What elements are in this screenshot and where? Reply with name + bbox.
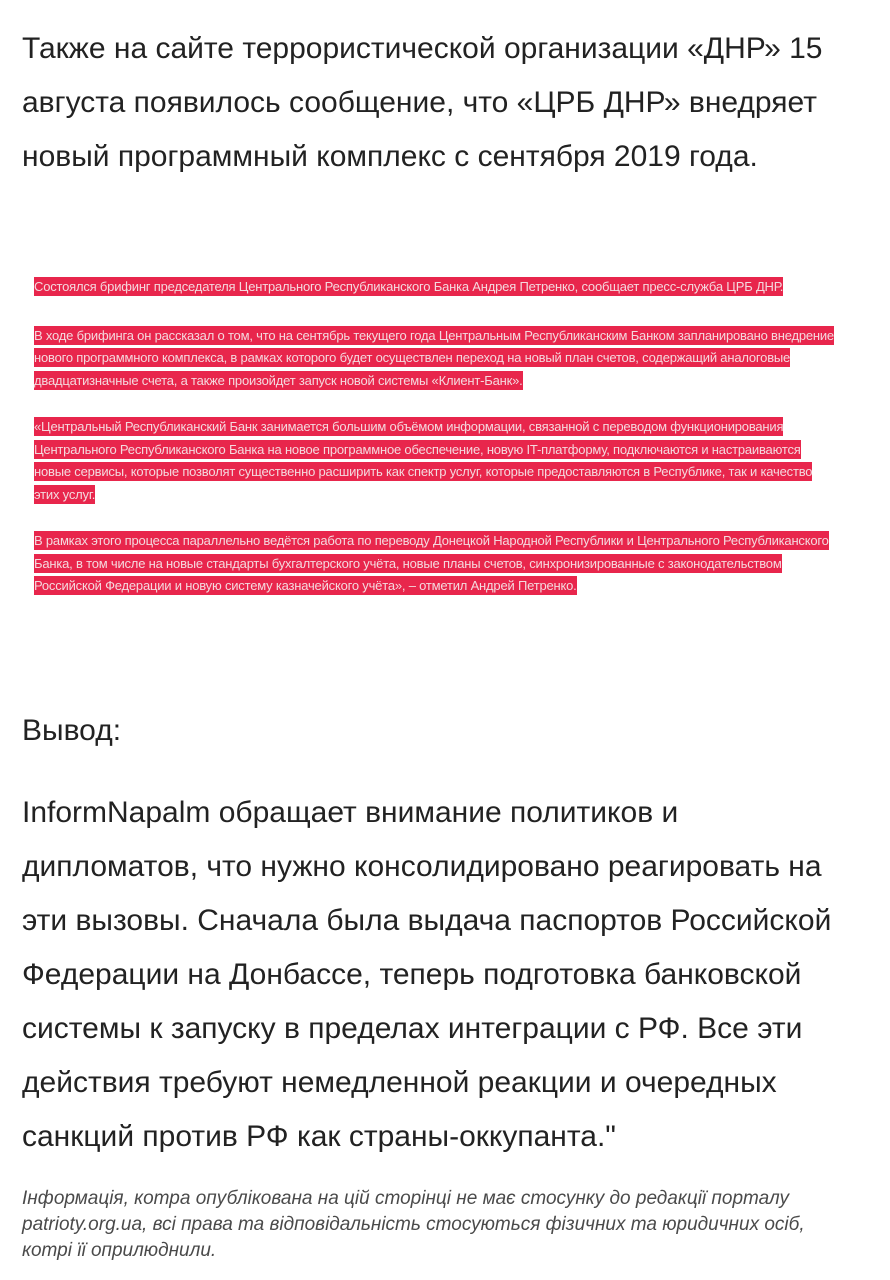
conclusion-paragraph: InformNapalm обращает внимание политиков и дипломатов, что нужно консолидировано реагировать на эти вызовы. Сначала была выдача паспортов Российской Федерации на Донбассе, теперь подготовка банковской системы к запуску в пределах интеграции с РФ. Все эти действия требуют немедленной реакции и очередных санкций против РФ как страны-оккупанта." [22, 796, 832, 1153]
quote-paragraph [34, 325, 834, 393]
conclusion-heading: Вывод: [22, 714, 122, 747]
quote-paragraph-text: В рамках этого процесса параллельно ведётся работа по переводу Донецкой Народной Республики и Центрального Республиканского Банка, в том числе на новые стандарты бухгалтерского учёта, новые планы счетов, синхронизированные с законодательством Российской Федерации и новую систему казначейского учёта», – отметил Андрей Петренко. [34, 533, 829, 593]
quote-paragraph-text: «Центральный Республиканский Банк занимается большим объёмом информации, связанной с переводом функционирования Центрального Республиканского Банка на новое программное обеспечение, новую IT-платформу, подключаются и настраиваются новые сервисы, которые позволят существенно расширить как спектр услуг, которые предоставляются в Республике, так и качество этих услуг. [34, 419, 813, 502]
quote-paragraph-text: Состоялся брифинг председателя Центрального Республиканского Банка Андрея Петренко, сообщает пресс-служба ЦРБ ДНР. [34, 279, 784, 294]
intro-paragraph: Также на сайте террористической организации «ДНР» 15 августа появилось сообщение, что «ЦРБ ДНР» внедряет новый программный комплекс с сентября 2019 года. [22, 32, 823, 173]
quote-paragraph [34, 530, 834, 598]
quote-paragraph [34, 276, 834, 299]
quote-paragraph [34, 416, 834, 506]
quote-paragraph-text: В ходе брифинга он рассказал о том, что на сентябрь текущего года Центральным Республиканским Банком запланировано внедрение нового программного комплекса, в рамках которого будет осуществлен переход на новый план счетов, содержащий аналоговые двадцатизначные счета, а также произойдет запуск новой системы «Клиент-Банк». [34, 327, 834, 388]
disclaimer-note: Інформація, котра опублікована на цій сторінці не має стосунку до редакції порталу patrioty.org.ua, всі права та відповідальність стосуються фізичних та юридичних осіб, котрі її оприлюднили. [22, 1188, 805, 1261]
quoted-screenshot [34, 276, 834, 620]
